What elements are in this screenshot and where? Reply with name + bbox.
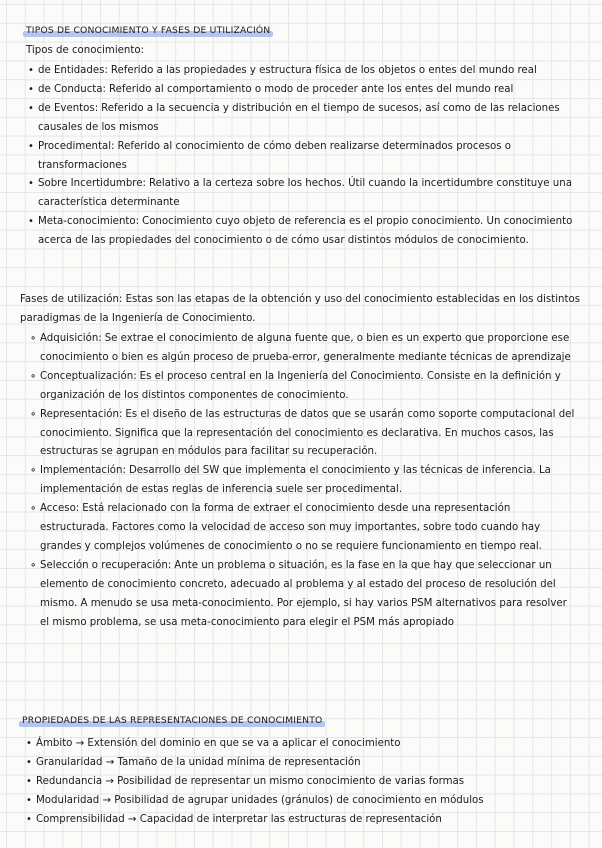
section-title-propiedades: PROPIEDADES DE LAS REPRESENTACIONES DE CONOCIMIENTO: [22, 715, 323, 726]
item-desc: Es el proceso central en la Ingeniería del Conocimiento. Consiste en la definición y organización de los distintos componentes de conocimiento.: [40, 370, 561, 401]
list-item: • Modularidad → Posibilidad de agrupar unidades (gránulos) de conocimiento en módulos: [26, 792, 582, 811]
list-item: • Ámbito → Extensión del dominio en que se va a aplicar el conocimiento: [26, 735, 582, 754]
list-item: [28, 175, 574, 213]
section-title-tipos: TIPOS DE CONOCIMIENTO Y FASES DE UTILIZACIÓN: [26, 25, 271, 36]
list-item: [30, 500, 578, 557]
list-item: • Comprensibilidad → Capacidad de interpretar las estructuras de representación: [26, 811, 582, 830]
item-term: Implementación:: [40, 465, 126, 477]
item-desc: Conocimiento cuyo objeto de referencia es el propio conocimiento. Un conocimiento acerca de las propiedades del conocimiento o de cómo usar distintos módulos de conocimiento.: [38, 216, 573, 247]
list-item: • Granularidad → Tamaño de la unidad mínima de representación: [26, 754, 582, 773]
item-term: Sobre Incertidumbre:: [38, 178, 146, 190]
item-term: Adquisición:: [40, 333, 102, 344]
item-term: Meta-conocimiento:: [38, 216, 140, 228]
item-term: Conceptualización:: [40, 370, 137, 382]
list-item: [28, 100, 574, 138]
item-term: Acceso:: [40, 503, 80, 515]
item-desc: Se extrae el conocimiento de alguna fuente que, o bien es un experto que proporcione ese conocimiento o bien es algún proceso de prueba-error, generalmente mediante técnicas de aprendizaje: [40, 333, 571, 363]
item-desc: Relativo a la certeza sobre los hechos. Útil cuando la incertidumbre constituye una característica determinante: [38, 178, 572, 209]
tipos-subtitle: Tipos de conocimiento:: [26, 45, 145, 56]
list-item: [30, 406, 578, 463]
item-term: de Entidades:: [38, 65, 108, 76]
list-item: [30, 330, 578, 368]
list-item: [30, 557, 578, 633]
tipos-list: [28, 62, 574, 251]
list-item: [30, 368, 578, 406]
list-item: [28, 138, 574, 176]
fases-intro: Fases de utilización: Estas son las etapas de la obtención y uso del conocimiento establecidas en los distintos paradigmas de la Ingeniería de Conocimiento.: [20, 294, 581, 324]
item-desc: Referido al conocimiento de cómo deben realizarse determinados procesos o transformaciones: [38, 140, 512, 171]
item-desc: Es el diseño de las estructuras de datos que se usarán como soporte computacional del conocimiento. Significa que la representación del conocimiento es declarativa. En muchos casos, las estructuras se agrupan en módulos para facilitar su recuperación.: [40, 408, 575, 458]
item-term: de Eventos:: [38, 102, 99, 114]
item-term: Procedimental:: [38, 140, 115, 152]
item-desc: Ante un problema o situación, es la fase en la que hay que seleccionar un elemento de conocimiento concreto, adecuado al problema y al estado del proceso de resolución del mismo. A menudo se usa meta-conocimiento. Por ejemplo, si hay varios PSM alternativos para resolver el mismo problema, se usa meta-conocimiento para elegir el PSM más apropiado: [40, 559, 567, 628]
item-term: Selección o recuperación:: [40, 559, 172, 571]
item-term: Representación:: [40, 408, 123, 420]
item-desc: Está relacionado con la forma de extraer el conocimiento desde una representación estructurada. Factores como la velocidad de acceso son muy importantes, sobre todo cuando hay grandes y complejos volúmenes de conocimiento o no se requiere funcionamiento en tiempo real.: [40, 503, 542, 552]
list-item: [28, 62, 574, 81]
list-item: [30, 462, 578, 500]
list-item: [28, 213, 574, 251]
item-desc: Referido a la secuencia y distribución en el tiempo de sucesos, así como de las relaciones causales de los mismos: [38, 102, 560, 133]
item-desc: Desarrollo del SW que implementa el conocimiento y las técnicas de inferencia. La implementación de estas reglas de inferencia suele ser procedimental.: [40, 465, 551, 496]
list-item: [28, 81, 574, 100]
propiedades-list: [26, 735, 582, 830]
list-item: • Redundancia → Posibilidad de representar un mismo conocimiento de varias formas: [26, 773, 582, 792]
item-term: de Conducta:: [38, 83, 106, 95]
item-desc: Referido a las propiedades y estructura física de los objetos o entes del mundo real: [110, 65, 537, 76]
fases-list: [30, 330, 578, 633]
item-desc: Referido al comportamiento o modo de proceder ante los entes del mundo real: [108, 83, 514, 95]
